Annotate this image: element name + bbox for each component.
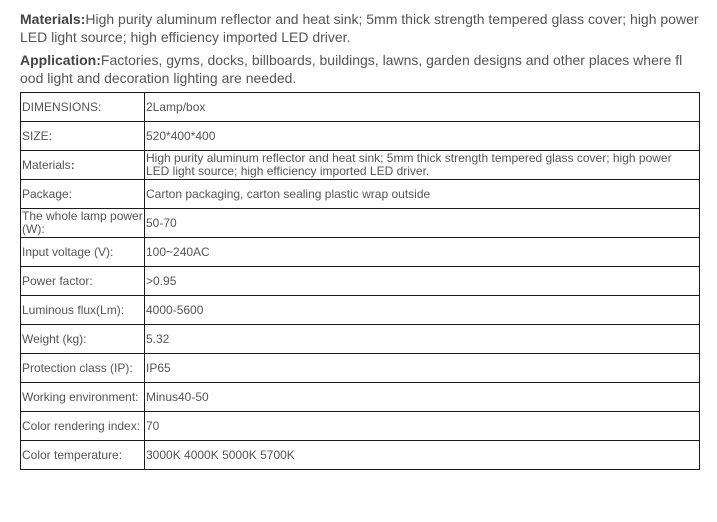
table-row bbox=[21, 267, 700, 296]
spec-value: 100~240AC bbox=[145, 238, 700, 267]
application-key: Application: bbox=[20, 52, 101, 68]
table-row bbox=[21, 180, 700, 209]
spec-value: 70 bbox=[145, 412, 700, 441]
application-paragraph bbox=[20, 51, 700, 87]
spec-label: Weight (kg): bbox=[21, 325, 145, 354]
spec-value: IP65 bbox=[145, 354, 700, 383]
spec-value: >0.95 bbox=[145, 267, 700, 296]
spec-label-cell bbox=[21, 151, 145, 180]
spec-label-colon: : bbox=[70, 157, 75, 172]
spec-value: 50-70 bbox=[145, 209, 700, 238]
table-row bbox=[21, 122, 700, 151]
table-row bbox=[21, 93, 700, 122]
table-row bbox=[21, 441, 700, 470]
spec-label: Input voltage (V): bbox=[21, 238, 145, 267]
spec-value: 5.32 bbox=[145, 325, 700, 354]
spec-value: Minus40-50 bbox=[145, 383, 700, 412]
spec-value: 2Lamp/box bbox=[145, 93, 700, 122]
table-row bbox=[21, 296, 700, 325]
materials-key: Materials: bbox=[20, 11, 86, 27]
spec-label: Materials bbox=[22, 157, 71, 172]
spec-label: DIMENSIONS: bbox=[21, 93, 145, 122]
materials-text: High purity aluminum reflector and heat sink; 5mm thick strength tempered glass cover; high power LED light source; high efficiency imported LED driver. bbox=[20, 11, 699, 45]
spec-value: 4000-5600 bbox=[145, 296, 700, 325]
spec-value: 3000K 4000K 5000K 5700K bbox=[145, 441, 700, 470]
spec-label: The whole lamp power (W): bbox=[22, 209, 143, 236]
spec-label: Protection class (IP): bbox=[21, 354, 145, 383]
spec-label: Package: bbox=[21, 180, 145, 209]
table-row bbox=[21, 412, 700, 441]
table-row bbox=[21, 383, 700, 412]
table-row bbox=[21, 325, 700, 354]
application-text: Factories, gyms, docks, billboards, buildings, lawns, garden designs and other places where fl ood light and decoration lighting are needed. bbox=[20, 52, 683, 86]
table-row bbox=[21, 209, 700, 238]
spec-value: Carton packaging, carton sealing plastic wrap outside bbox=[145, 180, 700, 209]
spec-label: Color temperature: bbox=[21, 441, 145, 470]
spec-value: High purity aluminum reflector and heat sink; 5mm thick strength tempered glass cover; high power LED light source; high efficiency imported LED driver. bbox=[145, 151, 700, 180]
spec-value: 520*400*400 bbox=[145, 122, 700, 151]
spec-label: Power factor: bbox=[21, 267, 145, 296]
spec-label: Color rendering index: bbox=[21, 412, 145, 441]
spec-label: Luminous flux(Lm): bbox=[21, 296, 145, 325]
spec-label: Working environment: bbox=[21, 383, 145, 412]
spec-label: SIZE: bbox=[21, 122, 145, 151]
table-row bbox=[21, 151, 700, 180]
spec-table bbox=[20, 92, 700, 470]
materials-paragraph bbox=[20, 10, 700, 46]
table-row bbox=[21, 238, 700, 267]
table-row bbox=[21, 354, 700, 383]
